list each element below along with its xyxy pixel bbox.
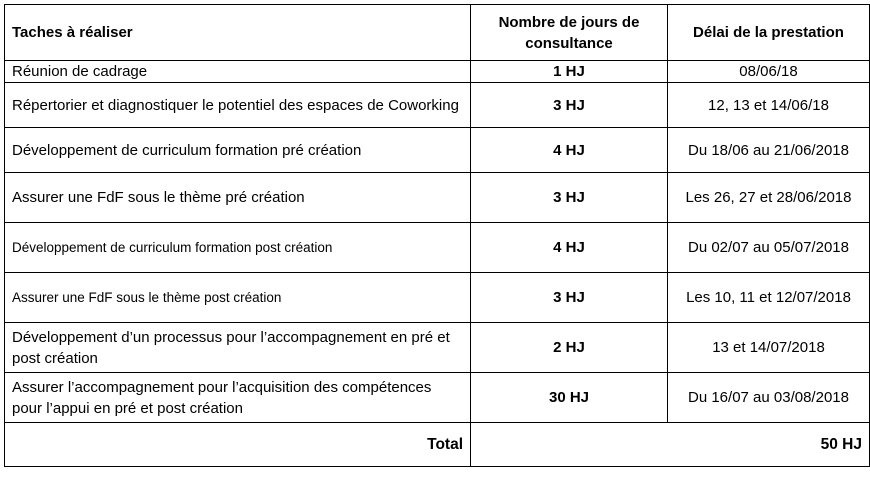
deadline-cell: 13 et 14/07/2018 <box>668 323 870 373</box>
table-row <box>5 61 870 83</box>
table-row <box>5 83 870 128</box>
task-cell: Assurer une FdF sous le thème pré création <box>5 173 471 223</box>
days-cell: 3 HJ <box>471 273 668 323</box>
table-row <box>5 173 870 223</box>
deadline-cell: Du 02/07 au 05/07/2018 <box>668 223 870 273</box>
deadline-cell: 12, 13 et 14/06/18 <box>668 83 870 128</box>
table-row <box>5 128 870 173</box>
deadline-cell: Du 16/07 au 03/08/2018 <box>668 373 870 423</box>
deadline-cell: 08/06/18 <box>668 61 870 83</box>
total-label: Total <box>5 423 471 467</box>
days-cell: 3 HJ <box>471 173 668 223</box>
header-days: Nombre de jours de consultance <box>471 5 668 61</box>
table-header-row <box>5 5 870 61</box>
consultancy-schedule-table <box>4 4 870 467</box>
table-row <box>5 323 870 373</box>
task-cell: Développement de curriculum formation pré création <box>5 128 471 173</box>
task-cell: Développement d’un processus pour l’accompagnement en pré et post création <box>5 323 471 373</box>
header-task: Taches à réaliser <box>5 5 471 61</box>
deadline-cell: Du 18/06 au 21/06/2018 <box>668 128 870 173</box>
task-cell: Assurer une FdF sous le thème post création <box>5 273 471 323</box>
task-cell: Réunion de cadrage <box>5 61 471 83</box>
days-cell: 4 HJ <box>471 128 668 173</box>
task-cell: Assurer l’accompagnement pour l’acquisition des compétences pour l’appui en pré et post création <box>5 373 471 423</box>
days-cell: 2 HJ <box>471 323 668 373</box>
table-row <box>5 273 870 323</box>
task-cell: Répertorier et diagnostiquer le potentiel des espaces de Coworking <box>5 83 471 128</box>
task-cell: Développement de curriculum formation post création <box>5 223 471 273</box>
table-row <box>5 373 870 423</box>
days-cell: 4 HJ <box>471 223 668 273</box>
total-value: 50 HJ <box>471 423 870 467</box>
total-row <box>5 423 870 467</box>
days-cell: 30 HJ <box>471 373 668 423</box>
deadline-cell: Les 26, 27 et 28/06/2018 <box>668 173 870 223</box>
deadline-cell: Les 10, 11 et 12/07/2018 <box>668 273 870 323</box>
header-deadline: Délai de la prestation <box>668 5 870 61</box>
table-row <box>5 223 870 273</box>
days-cell: 1 HJ <box>471 61 668 83</box>
days-cell: 3 HJ <box>471 83 668 128</box>
